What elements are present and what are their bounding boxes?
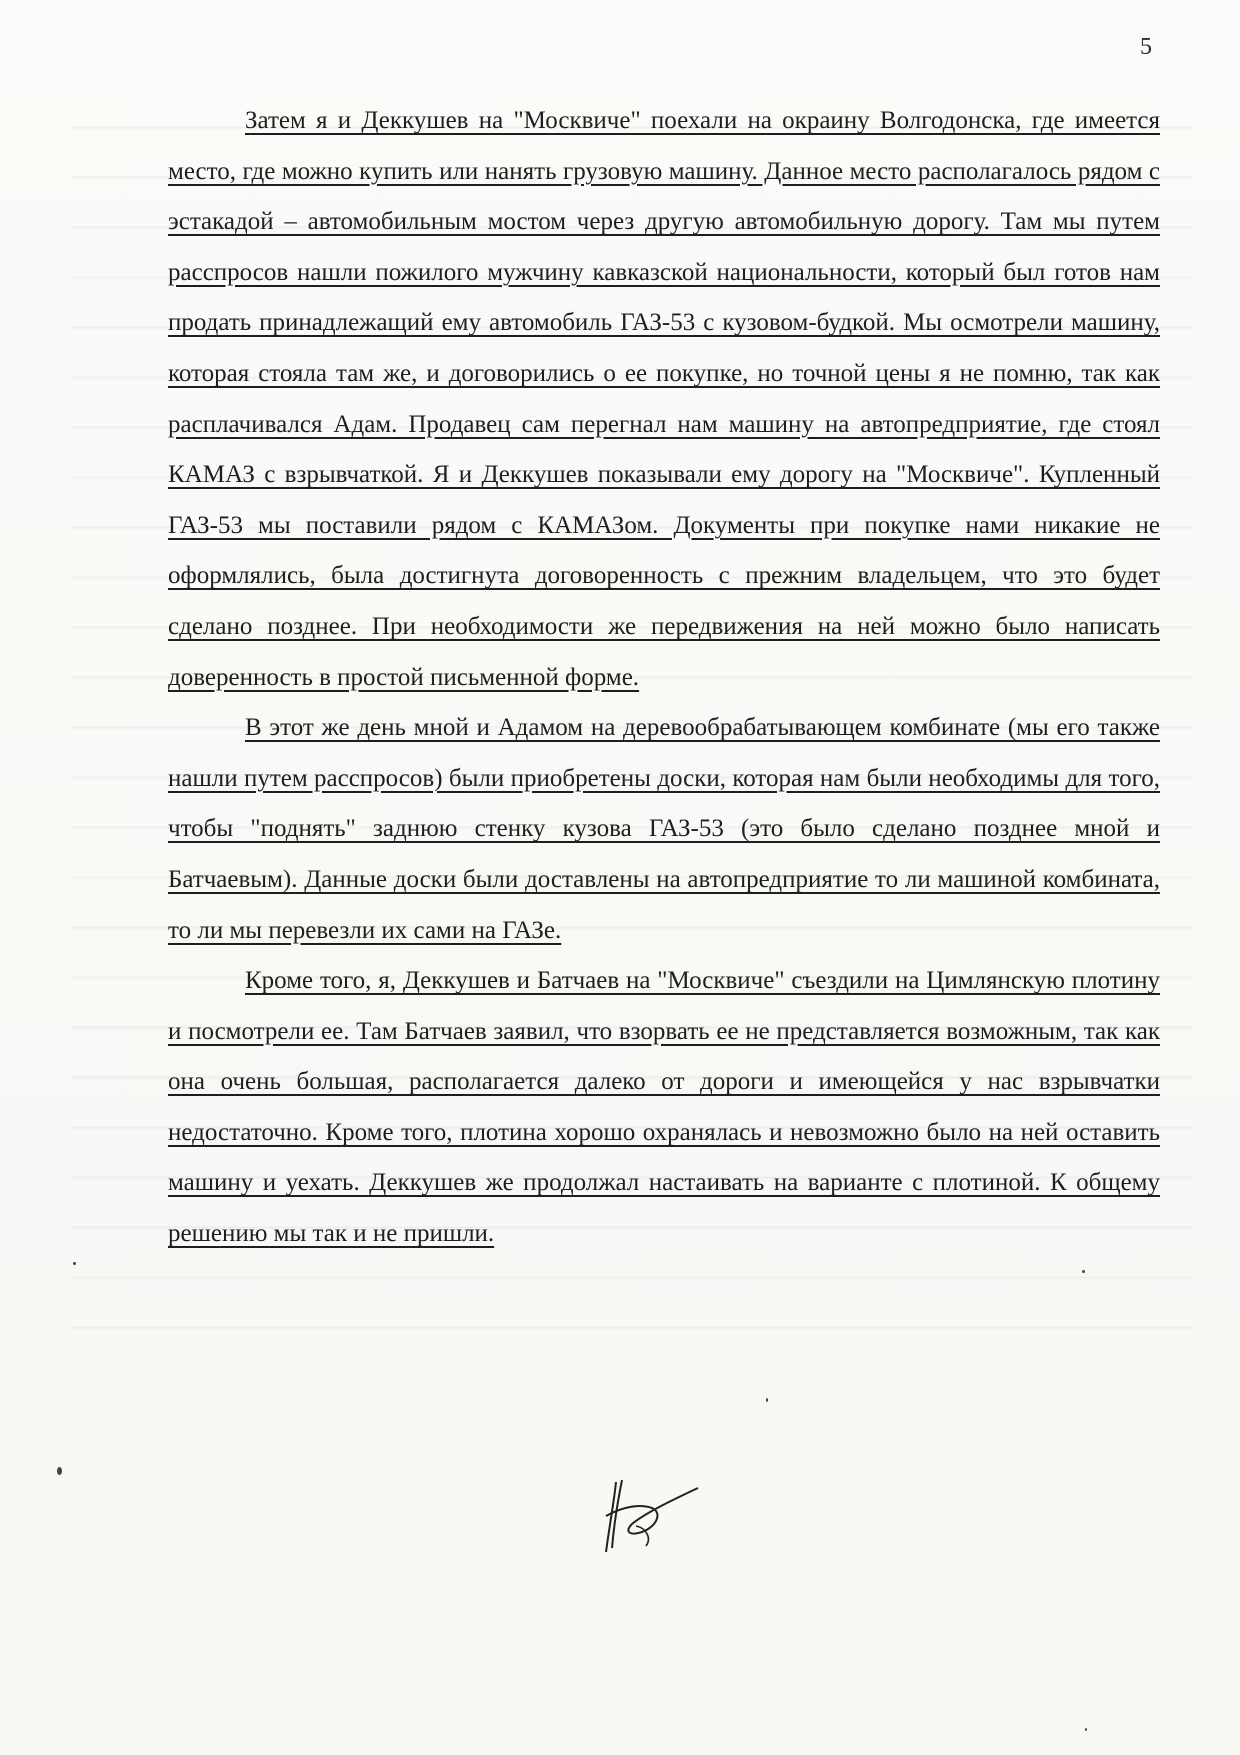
page-number: 5: [1140, 34, 1152, 60]
scan-speck: [1082, 1270, 1085, 1273]
paragraph-2: В этот же день мной и Адамом на деревообрабатывающем комбинате (мы его также нашли путем расспросов) были приобретены доски, которая нам были необходимы для того, чтобы "поднять" заднюю стенку кузова ГАЗ-53 (это было сделано позднее мной и Батчаевым). Данные доски были доставлены на автопредприятие то ли машиной комбината, то ли мы перевезли их сами на ГАЗе.: [168, 714, 1160, 944]
paragraph-3: Кроме того, я, Деккушев и Батчаев на "Москвиче" съездили на Цимлянскую плотину и посмотрели ее. Там Батчаев заявил, что взорвать ее не представляется возможным, так как она очень большая, располагается далеко от дороги и имеющейся у нас взрывчатки недостаточно. Кроме того, плотина хорошо охранялась и невозможно было на ней оставить машину и уехать. Деккушев же продолжал настаивать на варианте с плотиной. К общему решению мы так и не пришли.: [168, 967, 1160, 1248]
signature: [596, 1462, 706, 1572]
scan-speck: [73, 1262, 76, 1265]
document-body: [168, 96, 1160, 1260]
scan-speck: [1085, 1728, 1087, 1731]
scan-speck: [766, 1398, 768, 1402]
paragraph-1: Затем я и Деккушев на "Москвиче" поехали на окраину Волгодонска, где имеется место, где можно купить или нанять грузовую машину. Данное место располагалось рядом с эстакадой – автомобильным мостом через другую автомобильную дорогу. Там мы путем расспросов нашли пожилого мужчину кавказской национальности, который был готов нам продать принадлежащий ему автомобиль ГАЗ-53 с кузовом-будкой. Мы осмотрели машину, которая стояла там же, и договорились о ее покупке, но точной цены я не помню, так как расплачивался Адам. Продавец сам перегнал нам машину на автопредприятие, где стоял КАМАЗ с взрывчаткой. Я и Деккушев показывали ему дорогу на "Москвиче". Купленный ГАЗ-53 мы поставили рядом с КАМАЗом. Документы при покупке нами никакие не оформлялись, была достигнута договоренность с прежним владельцем, что это будет сделано позднее. При необходимости же передвижения на ней можно было написать доверенность в простой письменной форме.: [168, 107, 1160, 691]
scan-speck: [57, 1467, 62, 1475]
